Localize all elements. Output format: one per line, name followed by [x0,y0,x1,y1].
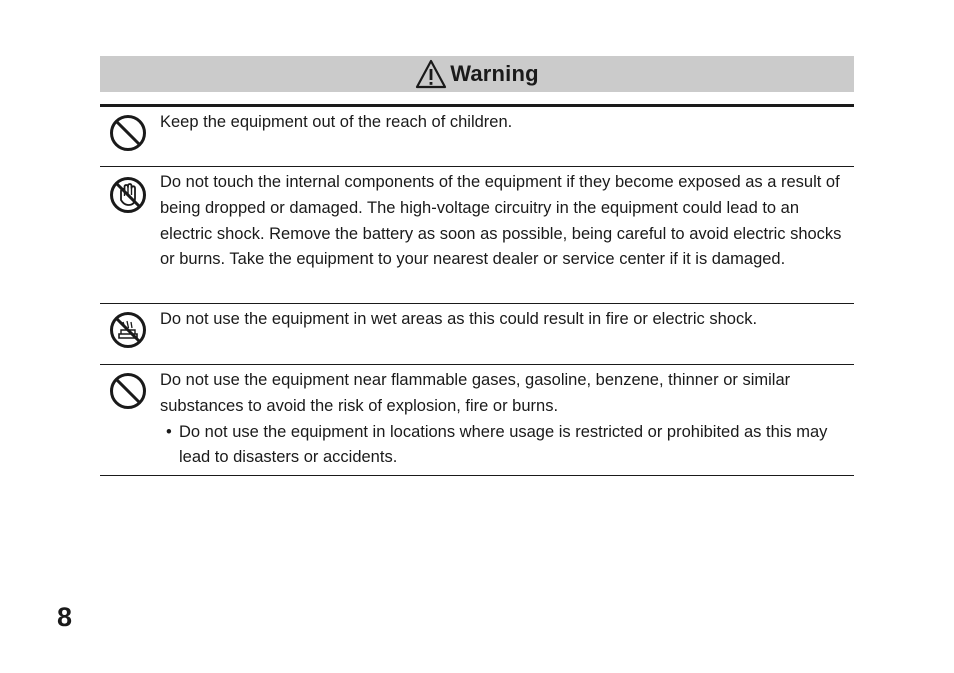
warning-text: Do not touch the internal components of the equipment if they become exposed as a result of being dropped or damaged. The high-voltage circuitry in the equipment could lead to an electric shock. Remove the battery as soon as possible, being careful to avoid electric shocks or burns. Take the equipment to your nearest dealer or service center if it is damaged. [160,173,842,269]
warning-item-wet-areas [100,304,854,365]
warning-header [100,56,854,92]
bullet-item [160,420,850,472]
warning-title: Warning [450,61,539,86]
warning-text: Keep the equipment out of the reach of children. [160,113,513,131]
warning-item-internal-components [100,167,854,304]
warning-text: Do not use the equipment near flammable gases, gasoline, benzene, thinner or similar substances to avoid the risk of explosion, fire or burns. [160,371,791,415]
warning-item-children [100,107,854,167]
warning-text: Do not use the equipment in wet areas as this could result in fire or electric shock. [160,310,758,328]
bullet-marker: • [166,422,172,441]
bullet-text: Do not use the equipment in locations where usage is restricted or prohibited as this may lead to disasters or accidents. [179,422,828,467]
warning-triangle-icon [415,59,447,89]
page-number: 8 [57,602,73,632]
prohibition-icon [109,372,147,410]
no-wet-areas-icon [109,311,147,349]
warning-item-flammable [100,365,854,476]
prohibition-icon [109,114,147,152]
no-touch-hand-icon [109,176,147,214]
